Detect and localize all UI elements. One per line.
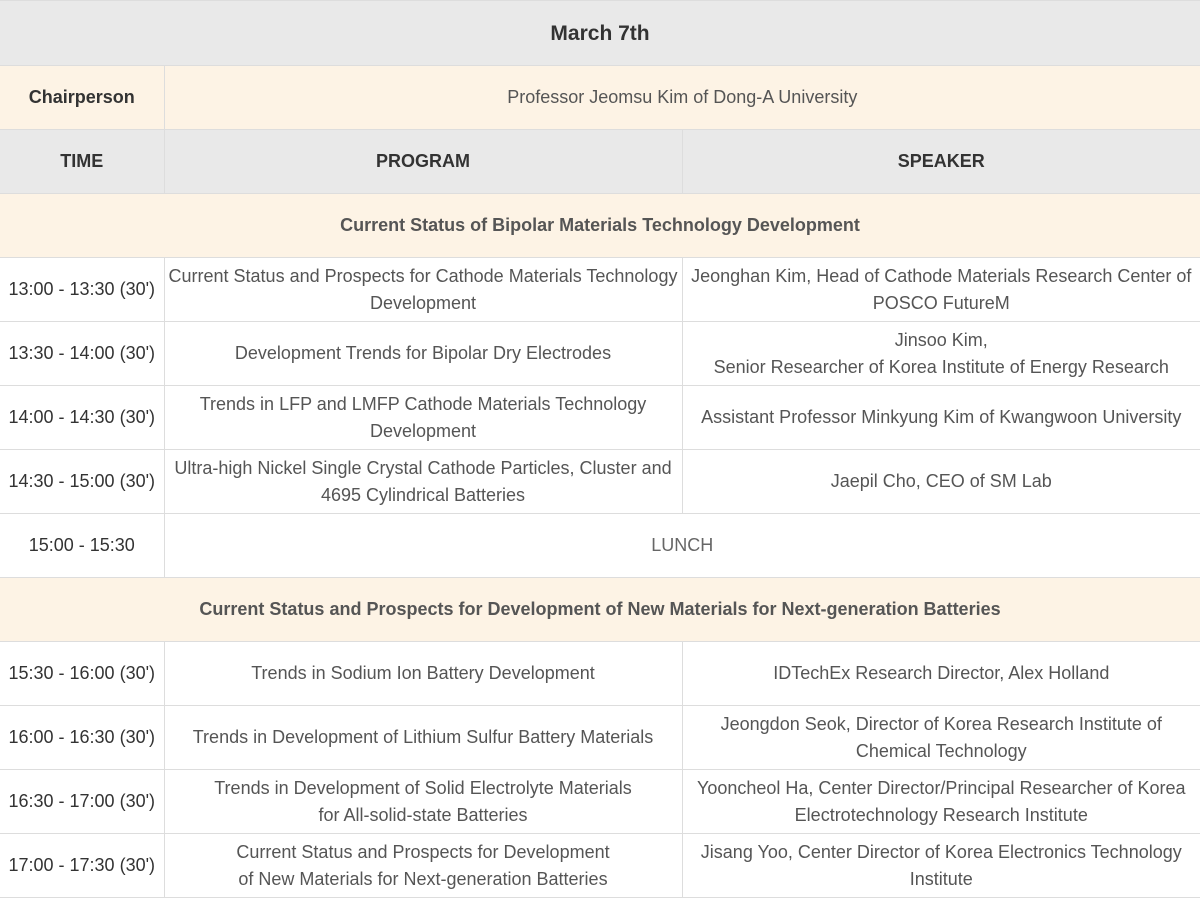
lunch-label: LUNCH: [164, 514, 1200, 578]
speaker-line: Senior Researcher of Korea Institute of Energy Research: [713, 356, 1169, 377]
section-title: Current Status of Bipolar Materials Technology Development: [0, 194, 1200, 258]
session-speaker: Jeongdon Seok, Director of Korea Research Institute of Chemical Technology: [682, 706, 1200, 770]
section-row: [0, 578, 1200, 642]
session-time: 16:30 - 17:00 (30'): [0, 770, 164, 834]
chairperson-row: [0, 66, 1200, 130]
table-row: [0, 706, 1200, 770]
session-speaker: Jaepil Cho, CEO of SM Lab: [682, 450, 1200, 514]
session-program: Current Status and Prospects for Cathode Materials Technology Development: [164, 258, 682, 322]
header-speaker: SPEAKER: [682, 130, 1200, 194]
lunch-time: 15:00 - 15:30: [0, 514, 164, 578]
speaker-line: Jinsoo Kim,: [894, 329, 988, 350]
session-time: 17:00 - 17:30 (30'): [0, 834, 164, 898]
table-row: [0, 322, 1200, 386]
day-title: March 7th: [0, 1, 1200, 66]
chairperson-name: Professor Jeomsu Kim of Dong-A University: [164, 66, 1200, 130]
section-title: Current Status and Prospects for Development of New Materials for Next-generation Batteries: [0, 578, 1200, 642]
program-line: Trends in Development of Solid Electrolyte Materials: [214, 777, 632, 798]
chairperson-label: Chairperson: [0, 66, 164, 130]
session-program: Trends in LFP and LMFP Cathode Materials Technology Development: [164, 386, 682, 450]
session-speaker: Jeonghan Kim, Head of Cathode Materials Research Center of POSCO FutureM: [682, 258, 1200, 322]
session-program: [164, 770, 682, 834]
header-row: [0, 130, 1200, 194]
session-program: Ultra-high Nickel Single Crystal Cathode Particles, Cluster and 4695 Cylindrical Batteries: [164, 450, 682, 514]
lunch-row: [0, 514, 1200, 578]
program-line: Current Status and Prospects for Development: [236, 841, 610, 862]
table-row: [0, 258, 1200, 322]
session-speaker: IDTechEx Research Director, Alex Holland: [682, 642, 1200, 706]
session-time: 13:30 - 14:00 (30'): [0, 322, 164, 386]
session-time: 14:30 - 15:00 (30'): [0, 450, 164, 514]
table-row: [0, 450, 1200, 514]
section-row: [0, 194, 1200, 258]
table-row: [0, 642, 1200, 706]
session-speaker: Yooncheol Ha, Center Director/Principal Researcher of Korea Electrotechnology Research Institute: [682, 770, 1200, 834]
session-program: Trends in Sodium Ion Battery Development: [164, 642, 682, 706]
session-program: Trends in Development of Lithium Sulfur Battery Materials: [164, 706, 682, 770]
session-time: 15:30 - 16:00 (30'): [0, 642, 164, 706]
session-speaker: Assistant Professor Minkyung Kim of Kwangwoon University: [682, 386, 1200, 450]
header-time: TIME: [0, 130, 164, 194]
program-line: of New Materials for Next-generation Batteries: [238, 868, 608, 889]
session-speaker: Jisang Yoo, Center Director of Korea Electronics Technology Institute: [682, 834, 1200, 898]
session-speaker: [682, 322, 1200, 386]
session-time: 16:00 - 16:30 (30'): [0, 706, 164, 770]
session-time: 14:00 - 14:30 (30'): [0, 386, 164, 450]
program-line: for All-solid-state Batteries: [318, 804, 528, 825]
header-program: PROGRAM: [164, 130, 682, 194]
title-row: [0, 1, 1200, 66]
session-time: 13:00 - 13:30 (30'): [0, 258, 164, 322]
session-program: Development Trends for Bipolar Dry Electrodes: [164, 322, 682, 386]
table-row: [0, 770, 1200, 834]
table-row: [0, 834, 1200, 898]
session-program: [164, 834, 682, 898]
table-row: [0, 386, 1200, 450]
